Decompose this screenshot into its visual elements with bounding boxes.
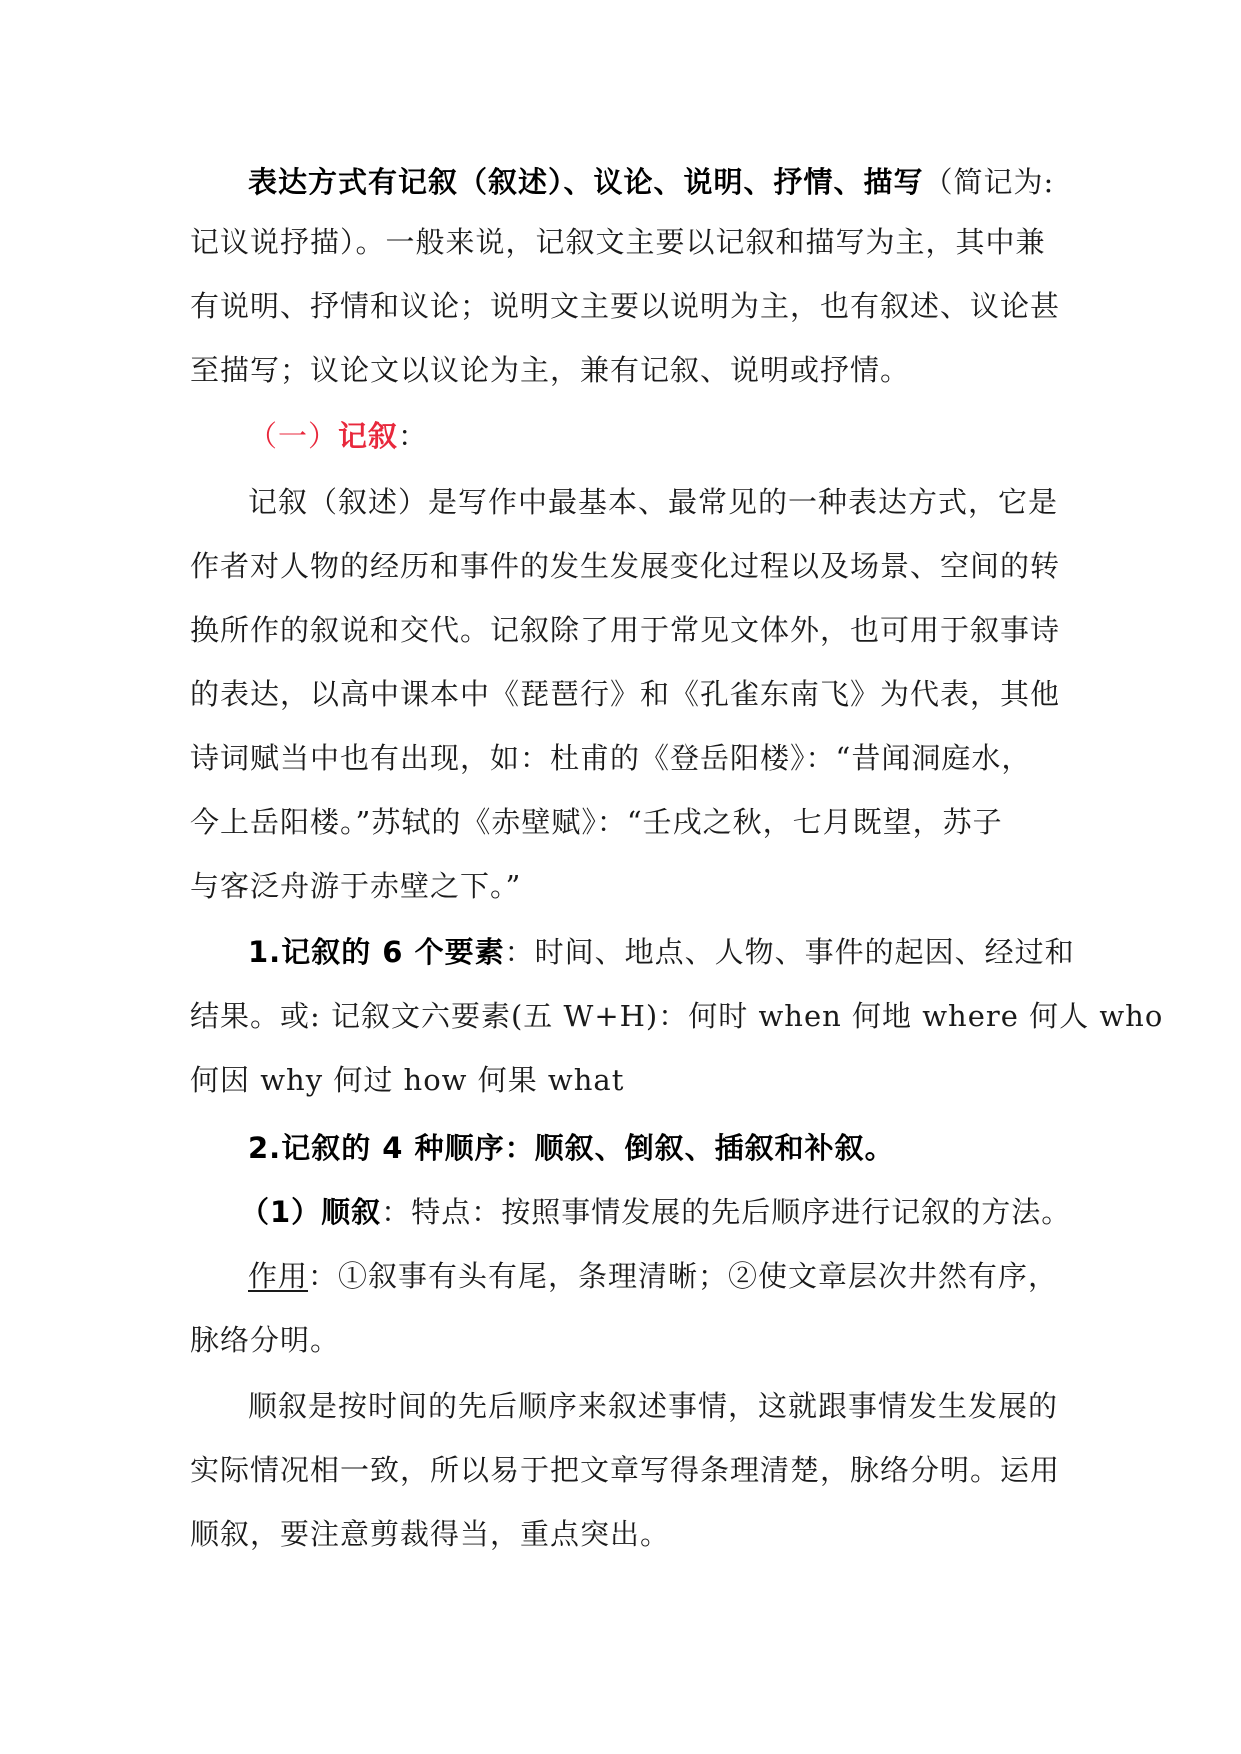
- elements-heading: 1.记叙的 6 个要素: [248, 935, 505, 969]
- section-heading-narration: [248, 416, 428, 456]
- section-heading-prefix: （一）: [248, 419, 339, 453]
- sequential-line-3: 脉络分明。: [190, 1323, 341, 1357]
- orders-heading: 2.记叙的 4 种顺序：顺叙、倒叙、插叙和补叙。: [248, 1131, 895, 1165]
- elements-line-2: 结果。或: 记叙文六要素(五 W+H)：何时 when 何地 where 何人 who: [190, 999, 1164, 1033]
- sequential-line-1-rest: ：特点：按照事情发展的先后顺序进行记叙的方法。: [381, 1195, 1072, 1229]
- sequential-para-line-1: 顺叙是按时间的先后顺序来叙述事情，这就跟事情发生发展的: [248, 1389, 1059, 1423]
- narration-line-5: 诗词赋当中也有出现，如：杜甫的《登岳阳楼》：“昔闻洞庭水，: [190, 741, 1032, 775]
- elements-line-1-rest: ：时间、地点、人物、事件的起因、经过和: [504, 935, 1075, 969]
- sequential-heading: （1）顺叙: [240, 1195, 382, 1229]
- intro-bold-text: 表达方式有记叙（叙述）、议论、说明、抒情、描写: [248, 165, 924, 199]
- elements-line-1: [248, 932, 1075, 972]
- narration-line-3: 换所作的叙说和交代。记叙除了用于常见文体外，也可用于叙事诗: [190, 613, 1061, 647]
- intro-line-1: [248, 162, 1054, 202]
- narration-line-4: 的表达，以高中课本中《琵琶行》和《孔雀东南飞》为代表，其他: [190, 677, 1061, 711]
- narration-line-2: 作者对人物的经历和事件的发生发展变化过程以及场景、空间的转: [190, 549, 1061, 583]
- sequential-para-line-3: 顺叙，要注意剪裁得当，重点突出。: [190, 1517, 671, 1551]
- elements-line-3: 何因 why 何过 how 何果 what: [190, 1063, 625, 1097]
- narration-line-6: 今上岳阳楼。”苏轼的《赤壁赋》：“壬戌之秋，七月既望，苏子: [190, 805, 1003, 839]
- sequential-line-1: [240, 1192, 1071, 1232]
- narration-line-1: 记叙（叙述）是写作中最基本、最常见的一种表达方式，它是: [248, 485, 1059, 519]
- section-heading-title: 记叙: [338, 419, 399, 453]
- narration-line-7: 与客泛舟游于赤壁之下。”: [190, 869, 522, 903]
- sequential-para-line-2: 实际情况相一致，所以易于把文章写得条理清楚，脉络分明。运用: [190, 1453, 1061, 1487]
- sequential-line-2: [248, 1256, 1058, 1296]
- effect-label: 作用: [248, 1259, 309, 1293]
- section-heading-colon: ：: [398, 419, 429, 453]
- intro-line-4: 至描写；议论文以议论为主，兼有记叙、说明或抒情。: [190, 353, 911, 387]
- intro-line-1-rest: （简记为:: [923, 165, 1055, 199]
- sequential-line-2-rest: ：①叙事有头有尾，条理清晰；②使文章层次井然有序，: [308, 1259, 1059, 1293]
- intro-line-3: 有说明、抒情和议论；说明文主要以说明为主，也有叙述、议论甚: [190, 289, 1061, 323]
- intro-line-2: 记议说抒描）。一般来说，记叙文主要以记叙和描写为主，其中兼: [190, 225, 1046, 259]
